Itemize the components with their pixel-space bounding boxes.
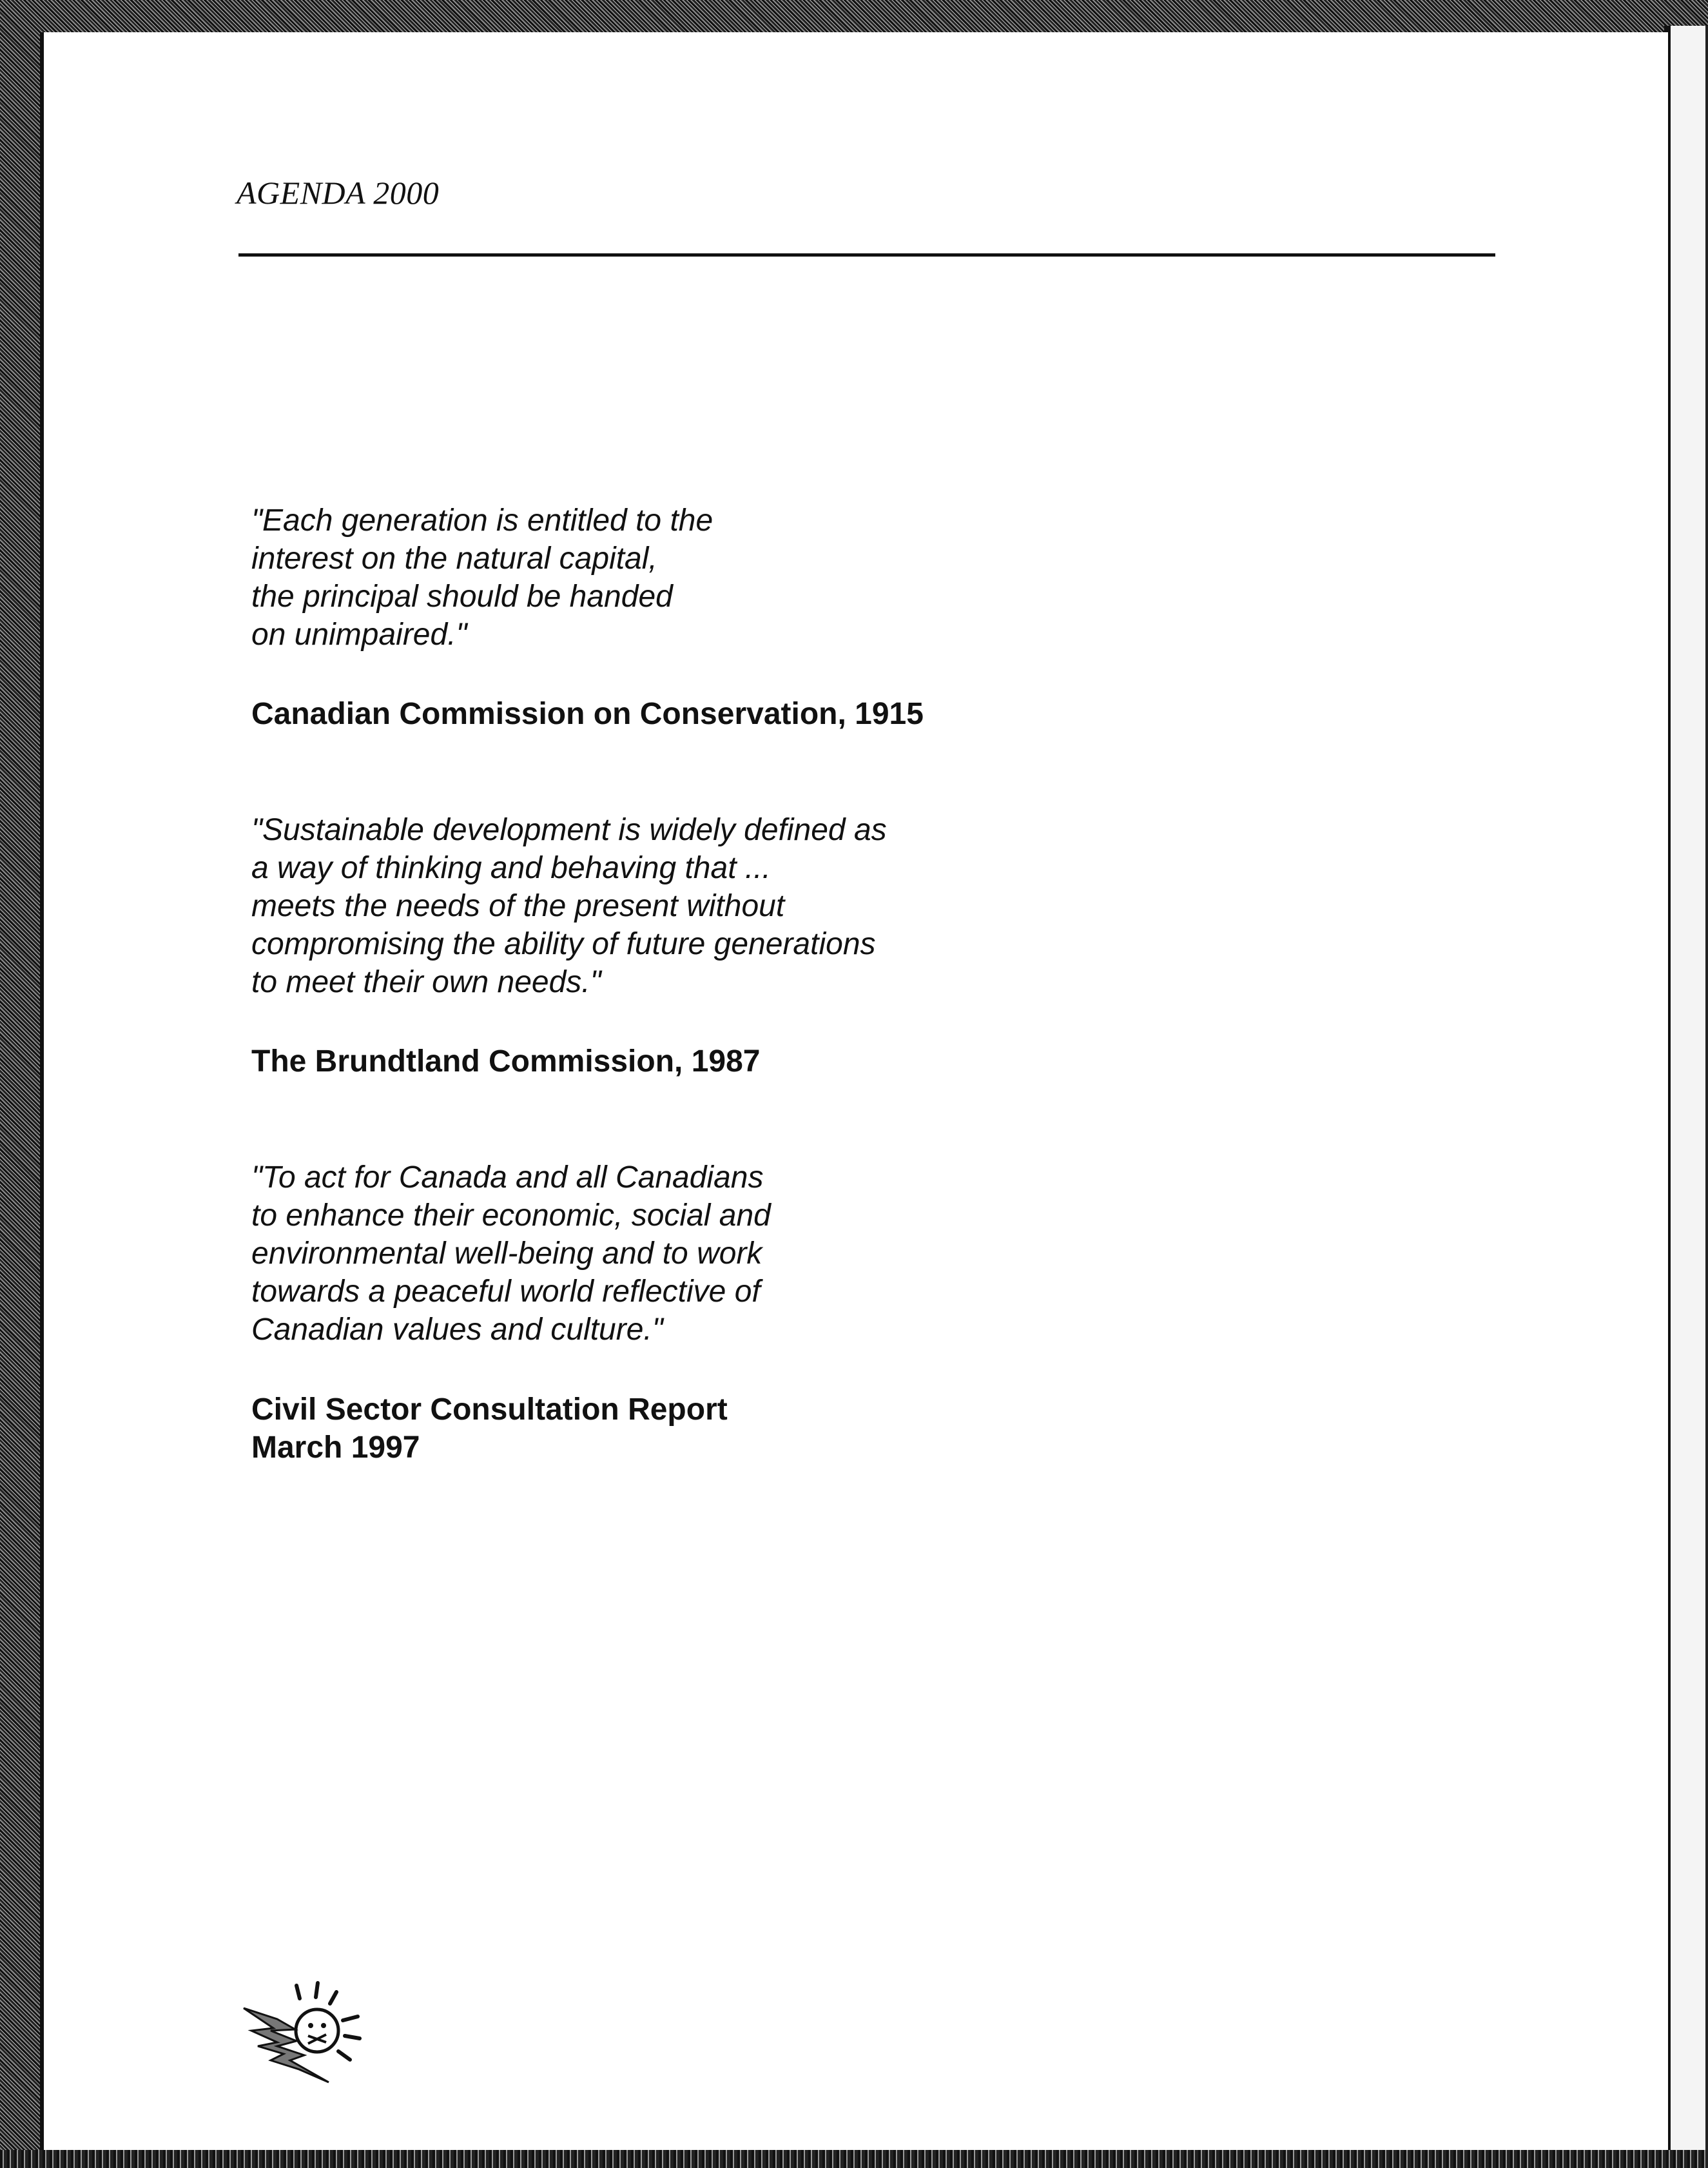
page-edge-shadow xyxy=(1664,26,1708,2153)
quote-source-3: Civil Sector Consultation Report March 1997 xyxy=(251,1392,728,1465)
quote-source-2: The Brundtland Commission, 1987 xyxy=(251,1044,761,1079)
scan-bottom-band xyxy=(0,2150,1708,2168)
quote-text-1: "Each generation is entitled to the interest on the natural capital, the principal should be handed on unimpaired." xyxy=(251,503,713,652)
quote-source-1: Canadian Commission on Conservation, 1915 xyxy=(251,697,924,731)
sun-face-logo-icon xyxy=(232,1979,374,2089)
quote-text-3: "To act for Canada and all Canadians to enhance their economic, social and environmental well-being and to work towards a peaceful world reflective of Canadian values and culture." xyxy=(251,1160,771,1347)
header-rule xyxy=(238,253,1495,257)
running-header-title: AGENDA 2000 xyxy=(237,175,440,211)
document-page xyxy=(40,32,1668,2150)
quote-text-2: "Sustainable development is widely defined as a way of thinking and behaving that ... meets the needs of the present without compromising the ability of future generations to meet their own needs." xyxy=(251,813,887,999)
